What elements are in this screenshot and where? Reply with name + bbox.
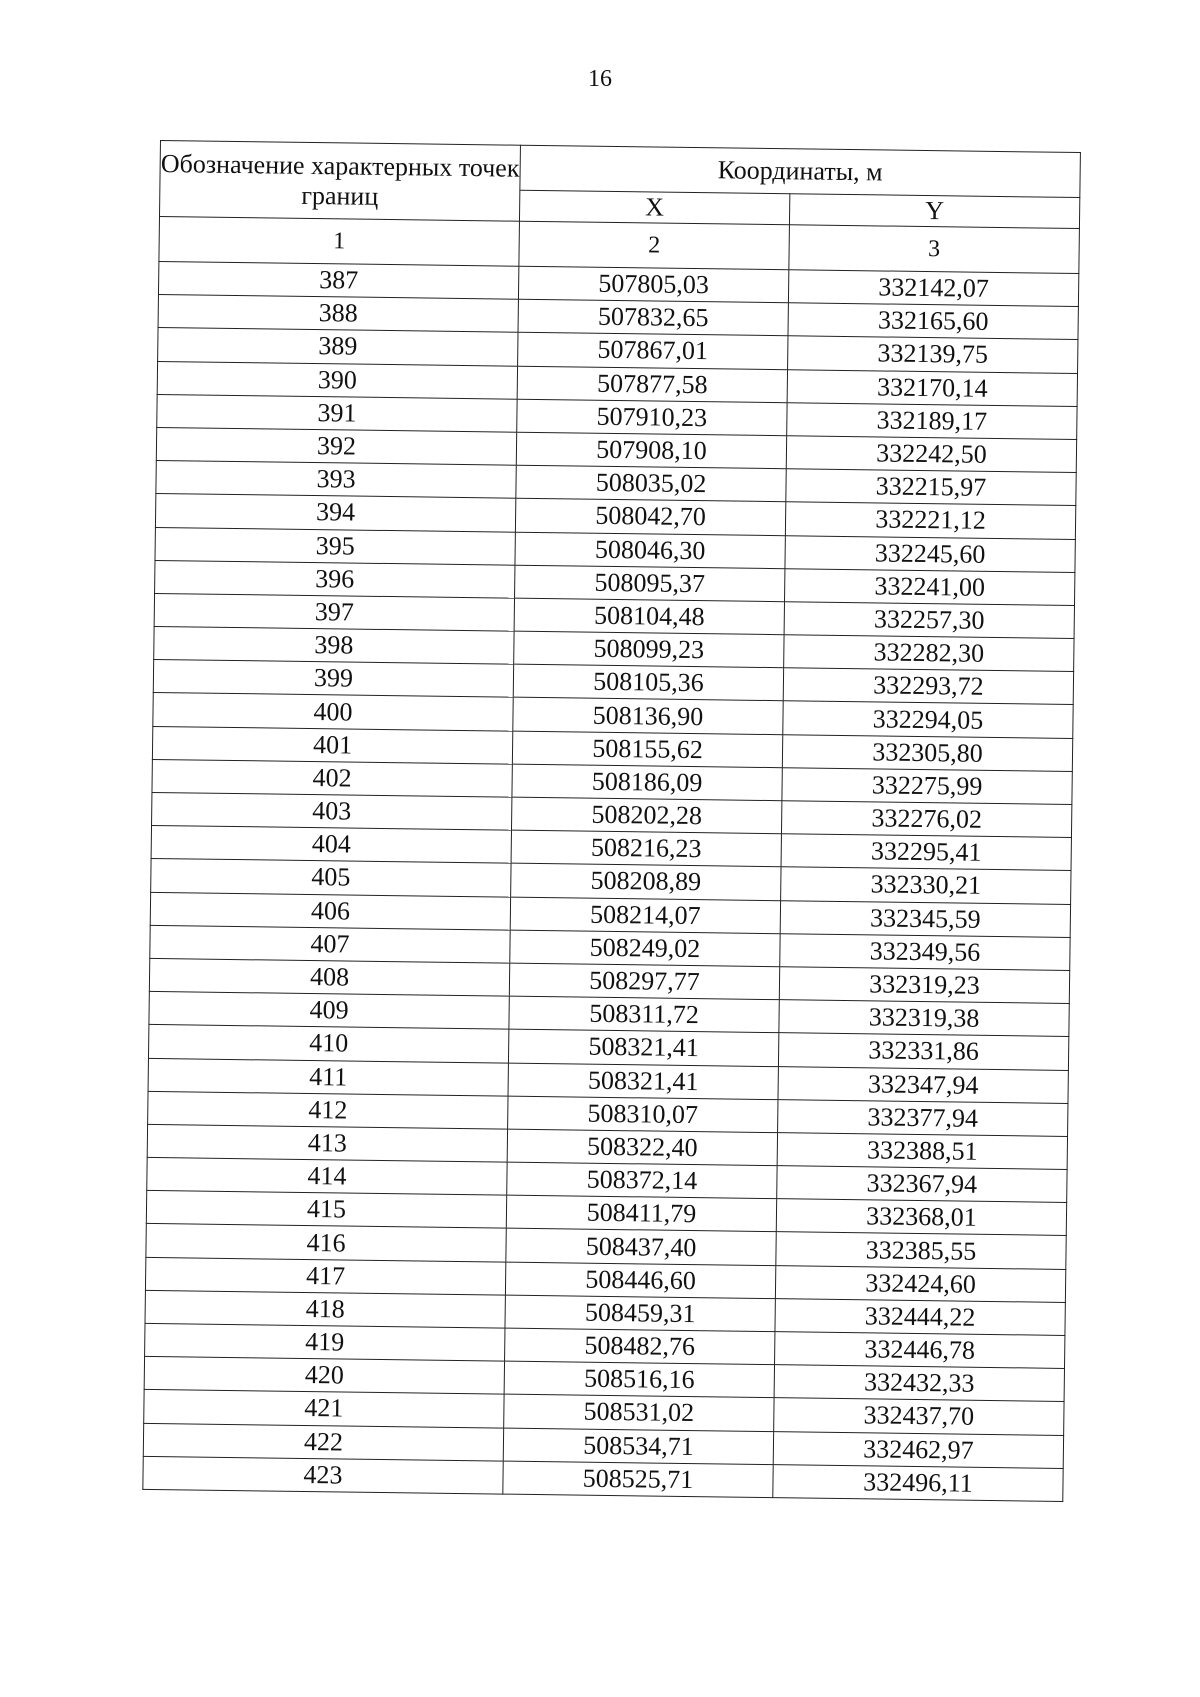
x-coordinate-cell: 507908,10 — [516, 432, 786, 469]
x-coordinate-cell: 507877,58 — [517, 366, 787, 403]
point-id-cell: 403 — [152, 792, 512, 830]
y-coordinate-cell: 332139,75 — [788, 336, 1078, 373]
y-coordinate-cell: 332424,60 — [775, 1265, 1065, 1302]
point-id-cell: 416 — [146, 1224, 506, 1262]
point-id-cell: 407 — [150, 925, 510, 963]
point-id-cell: 405 — [151, 859, 511, 897]
x-coordinate-cell: 508202,28 — [511, 797, 781, 834]
y-coordinate-cell: 332496,11 — [773, 1464, 1063, 1501]
point-id-cell: 410 — [148, 1025, 508, 1063]
y-coordinate-cell: 332241,00 — [785, 568, 1075, 605]
y-coordinate-cell: 332165,60 — [788, 303, 1078, 340]
header-point-designation: Обозначение характерных точек границ — [159, 141, 520, 222]
point-id-cell: 408 — [149, 958, 509, 996]
y-coordinate-cell: 332276,02 — [781, 801, 1071, 838]
y-coordinate-cell: 332368,01 — [776, 1199, 1066, 1236]
y-coordinate-cell: 332170,14 — [787, 369, 1077, 406]
y-coordinate-cell: 332385,55 — [776, 1232, 1066, 1269]
point-id-cell: 406 — [150, 892, 510, 930]
x-coordinate-cell: 508136,90 — [513, 698, 783, 735]
point-id-cell: 412 — [148, 1091, 508, 1129]
point-id-cell: 388 — [158, 295, 518, 333]
x-coordinate-cell: 508534,71 — [503, 1428, 773, 1465]
x-coordinate-cell: 508446,60 — [505, 1262, 775, 1299]
point-id-cell: 404 — [151, 826, 511, 864]
point-id-cell: 399 — [153, 660, 513, 698]
x-coordinate-cell: 508310,07 — [508, 1096, 778, 1133]
x-coordinate-cell: 508531,02 — [504, 1394, 774, 1431]
x-coordinate-cell: 508042,70 — [515, 499, 785, 536]
point-id-cell: 423 — [143, 1456, 503, 1494]
y-coordinate-cell: 332242,50 — [786, 436, 1076, 473]
x-coordinate-cell: 508525,71 — [503, 1461, 773, 1498]
y-coordinate-cell: 332330,21 — [781, 867, 1071, 904]
point-id-cell: 421 — [144, 1390, 504, 1428]
x-coordinate-cell: 508214,07 — [510, 897, 780, 934]
x-coordinate-cell: 508216,23 — [511, 830, 781, 867]
x-coordinate-cell: 508322,40 — [507, 1129, 777, 1166]
y-coordinate-cell: 332377,94 — [778, 1099, 1068, 1136]
y-coordinate-cell: 332444,22 — [775, 1298, 1065, 1335]
point-id-cell: 420 — [144, 1357, 504, 1395]
point-id-cell: 417 — [145, 1257, 505, 1295]
y-coordinate-cell: 332282,30 — [784, 635, 1074, 672]
x-coordinate-cell: 507805,03 — [518, 266, 788, 303]
point-id-cell: 393 — [156, 461, 516, 499]
header-coordinates: Координаты, м — [520, 145, 1081, 197]
x-coordinate-cell: 508155,62 — [512, 731, 782, 768]
y-coordinate-cell: 332245,60 — [785, 535, 1075, 572]
x-coordinate-cell: 508186,09 — [512, 764, 782, 801]
x-coordinate-cell: 507867,01 — [518, 333, 788, 370]
header-x: X — [519, 190, 789, 225]
y-coordinate-cell: 332432,33 — [774, 1365, 1064, 1402]
column-number-2: 2 — [519, 221, 790, 270]
x-coordinate-cell: 508046,30 — [515, 532, 785, 569]
point-id-cell: 387 — [158, 261, 518, 299]
point-id-cell: 419 — [145, 1323, 505, 1361]
header-y: Y — [789, 194, 1079, 229]
column-number-3: 3 — [789, 225, 1080, 274]
point-id-cell: 413 — [147, 1124, 507, 1162]
point-id-cell: 411 — [148, 1058, 508, 1096]
y-coordinate-cell: 332319,23 — [779, 967, 1069, 1004]
y-coordinate-cell: 332331,86 — [778, 1033, 1068, 1070]
point-id-cell: 422 — [143, 1423, 503, 1461]
y-coordinate-cell: 332446,78 — [775, 1332, 1065, 1369]
x-coordinate-cell: 508249,02 — [510, 930, 780, 967]
x-coordinate-cell: 508321,41 — [508, 1029, 778, 1066]
point-id-cell: 401 — [152, 726, 512, 764]
point-id-cell: 402 — [152, 759, 512, 797]
x-coordinate-cell: 508459,31 — [505, 1295, 775, 1332]
point-id-cell: 415 — [146, 1191, 506, 1229]
table-body — [143, 261, 1079, 1501]
point-id-cell: 389 — [158, 328, 518, 366]
y-coordinate-cell: 332215,97 — [786, 469, 1076, 506]
y-coordinate-cell: 332221,12 — [785, 502, 1075, 539]
point-id-cell: 392 — [156, 427, 516, 465]
y-coordinate-cell: 332345,59 — [780, 900, 1070, 937]
point-id-cell: 414 — [147, 1157, 507, 1195]
y-coordinate-cell: 332367,94 — [777, 1166, 1067, 1203]
x-coordinate-cell: 508095,37 — [515, 565, 785, 602]
x-coordinate-cell: 508104,48 — [514, 598, 784, 635]
x-coordinate-cell: 508297,77 — [509, 963, 779, 1000]
x-coordinate-cell: 507910,23 — [517, 399, 787, 436]
x-coordinate-cell: 508411,79 — [506, 1195, 776, 1232]
y-coordinate-cell: 332295,41 — [781, 834, 1071, 871]
x-coordinate-cell: 508208,89 — [511, 864, 781, 901]
y-coordinate-cell: 332347,94 — [778, 1066, 1068, 1103]
y-coordinate-cell: 332305,80 — [782, 734, 1072, 771]
x-coordinate-cell: 507832,65 — [518, 299, 788, 336]
point-id-cell: 394 — [155, 494, 515, 532]
point-id-cell: 390 — [157, 361, 517, 399]
x-coordinate-cell: 508035,02 — [516, 465, 786, 502]
y-coordinate-cell: 332294,05 — [783, 701, 1073, 738]
x-coordinate-cell: 508372,14 — [507, 1162, 777, 1199]
coordinates-table — [142, 140, 1081, 1502]
column-number-1: 1 — [159, 216, 520, 266]
y-coordinate-cell: 332319,38 — [779, 1000, 1069, 1037]
y-coordinate-cell: 332275,99 — [782, 768, 1072, 805]
point-id-cell: 418 — [145, 1290, 505, 1328]
y-coordinate-cell: 332388,51 — [777, 1133, 1067, 1170]
x-coordinate-cell: 508516,16 — [504, 1361, 774, 1398]
x-coordinate-cell: 508105,36 — [513, 664, 783, 701]
y-coordinate-cell: 332462,97 — [773, 1431, 1063, 1468]
x-coordinate-cell: 508437,40 — [506, 1229, 776, 1266]
point-id-cell: 400 — [153, 693, 513, 731]
point-id-cell: 396 — [155, 560, 515, 598]
y-coordinate-cell: 332189,17 — [787, 402, 1077, 439]
point-id-cell: 391 — [157, 394, 517, 432]
point-id-cell: 409 — [149, 992, 509, 1030]
y-coordinate-cell: 332293,72 — [783, 668, 1073, 705]
point-id-cell: 397 — [154, 593, 514, 631]
x-coordinate-cell: 508311,72 — [509, 996, 779, 1033]
x-coordinate-cell: 508482,76 — [505, 1328, 775, 1365]
x-coordinate-cell: 508321,41 — [508, 1063, 778, 1100]
y-coordinate-cell: 332257,30 — [784, 602, 1074, 639]
y-coordinate-cell: 332142,07 — [788, 270, 1078, 307]
y-coordinate-cell: 332437,70 — [774, 1398, 1064, 1435]
y-coordinate-cell: 332349,56 — [780, 933, 1070, 970]
page-number: 16 — [588, 66, 612, 92]
x-coordinate-cell: 508099,23 — [514, 631, 784, 668]
point-id-cell: 395 — [155, 527, 515, 565]
point-id-cell: 398 — [154, 627, 514, 665]
